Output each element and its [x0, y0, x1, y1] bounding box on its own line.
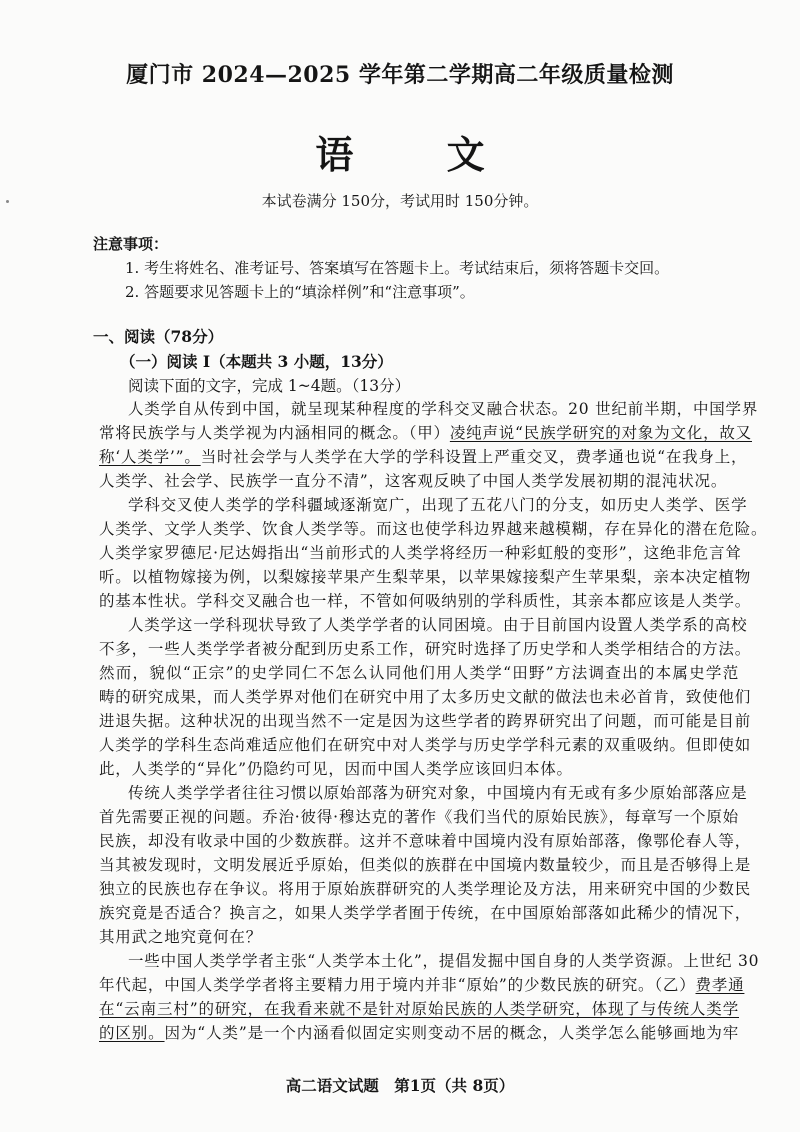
passage-line: 此，人类学的“异化”仍隐约可见，因而中国人类学应该回归本体。	[99, 760, 573, 778]
underlined-text-jia: 凌纯声说“民族学研究的对象为文化，故又	[449, 424, 752, 442]
subject-title: 语 文	[315, 132, 525, 177]
passage-line: 独立的民族也存在争议。将用于原始族群研究的人类学理论及方法，用来研究中国的少数民	[99, 880, 752, 898]
section-heading: 一、阅读（78分）	[93, 327, 224, 346]
passage-line: 学科交叉使人类学的学科疆域逐渐宽广，出现了五花八门的分支，如历史人类学、医学	[128, 496, 748, 514]
passage-text: 常将民族学与人类学视为内涵相同的概念。（甲）	[99, 424, 450, 442]
passage-line	[99, 421, 752, 445]
passage-line: 听。以植物嫁接为例，以梨嫁接苹果产生梨苹果，以苹果嫁接梨产生苹果梨，亲本决定植物	[99, 568, 752, 586]
exam-meta: 本试卷满分 150分，考试用时 150分钟。	[261, 192, 539, 210]
exam-title: 厦门市 2024—2025 学年第二学期高二年级质量检测	[126, 62, 674, 88]
page-footer: 高二语文试题 第1页（共 8页）	[285, 1076, 515, 1095]
underlined-text-yi: 费孝通	[695, 976, 745, 994]
passage-line: 的基本性状。学科交叉融合也一样，不管如何吸纳别的学科质性，其亲本都应该是人类学。	[99, 592, 752, 610]
passage-line: 人类学自从传到中国，就呈现某种程度的学科交叉融合状态。20 世纪前半期，中国学界	[128, 400, 759, 418]
underlined-text-jia: 称‘人类学’”。	[99, 448, 201, 466]
passage-line: 人类学这一学科现状导致了人类学学者的认同困境。由于目前国内设置人类学系的高校	[128, 616, 748, 634]
underlined-text-yi: 在“云南三村”的研究，在我看来就不是针对原始民族的人类学研究，体现了与传统人类学	[99, 1000, 739, 1018]
passage-line: 人类学、文学人类学、饮食人类学等。而这也使学科边界越来越模糊，存在异化的潜在危险。	[99, 520, 768, 538]
passage-line	[99, 445, 748, 469]
passage-line: 人类学家罗德尼·尼达姆指出“当前形式的人类学将经历一种彩虹般的变形”，这绝非危言耸	[99, 544, 742, 562]
notice-heading: 注意事项：	[93, 235, 169, 253]
passage-line: 传统人类学学者往往习惯以原始部落为研究对象，中国境内有无或有多少原始部落应是	[128, 784, 748, 802]
reading-instruction: 阅读下面的文字，完成 1~4题。（13分）	[128, 377, 411, 395]
passage-line	[99, 973, 745, 997]
passage-line: 民族，却没有收录中国的少数族群。这并不意味着中国境内没有原始部落，像鄂伦春人等，	[99, 832, 752, 850]
passage-line: 首先需要正视的问题。乔治·彼得·穆达克的著作《我们当代的原始民族》，每章写一个原始	[99, 808, 739, 826]
underlined-text-yi: 的区别。	[99, 1024, 165, 1042]
passage-line	[99, 997, 739, 1021]
passage-line: 畴的研究成果，而人类学界对他们在研究中用了太多历史文献的做法也未必首肯，致使他们	[99, 688, 752, 706]
passage-line: 族究竟是否适合？换言之，如果人类学学者囿于传统，在中国原始部落如此稀少的情况下，	[99, 904, 752, 922]
notice-item: 2. 答题要求见答题卡上的“填涂样例”和“注意事项”。	[125, 283, 475, 301]
passage-line	[99, 1021, 739, 1045]
passage-text: 因为“人类”是一个内涵看似固定实则变动不居的概念，人类学怎么能够画地为牢	[164, 1024, 740, 1042]
passage-text: 当时社会学与人类学在大学的学科设置上严重交叉，费孝通也说“在我身上，	[200, 448, 748, 466]
passage-line: 当其被发现时，文明发展近乎原始，但类似的族群在中国境内数量较少，而且是否够得上是	[99, 856, 752, 874]
passage-line: 一些中国人类学学者主张“人类学本土化”，提倡发掘中国自身的人类学资源。上世纪 30	[128, 952, 760, 970]
passage-line: 进退失据。这种状况的出现当然不一定是因为这些学者的跨界研究出了问题，而可能是目前	[99, 712, 752, 730]
notice-item: 1. 考生将姓名、准考证号、答案填写在答题卡上。考试结束后，须将答题卡交回。	[125, 259, 670, 277]
passage-line: 人类学、社会学、民族学一直分不清”，这客观反映了中国人类学发展初期的混沌状况。	[99, 472, 728, 490]
passage-line: 其用武之地究竟何在？	[99, 928, 263, 946]
passage-line: 不多，一些人类学学者被分配到历史系工作，研究时选择了历史学和人类学相结合的方法。	[99, 640, 752, 658]
passage-line: 人类学的学科生态尚难适应他们在研究中对人类学与历史学学科元素的双重吸纳。但即使如	[99, 736, 752, 754]
passage-line: 然而，貌似“正宗”的史学同仁不怎么认同他们用人类学“田野”方法调查出的本属史学范	[99, 664, 739, 682]
passage-text: 年代起，中国人类学学者将主要精力用于境内并非“原始”的少数民族的研究。（乙）	[99, 976, 696, 994]
subsection-heading: （一）阅读 I（本题共 3 小题，13分）	[120, 352, 393, 371]
